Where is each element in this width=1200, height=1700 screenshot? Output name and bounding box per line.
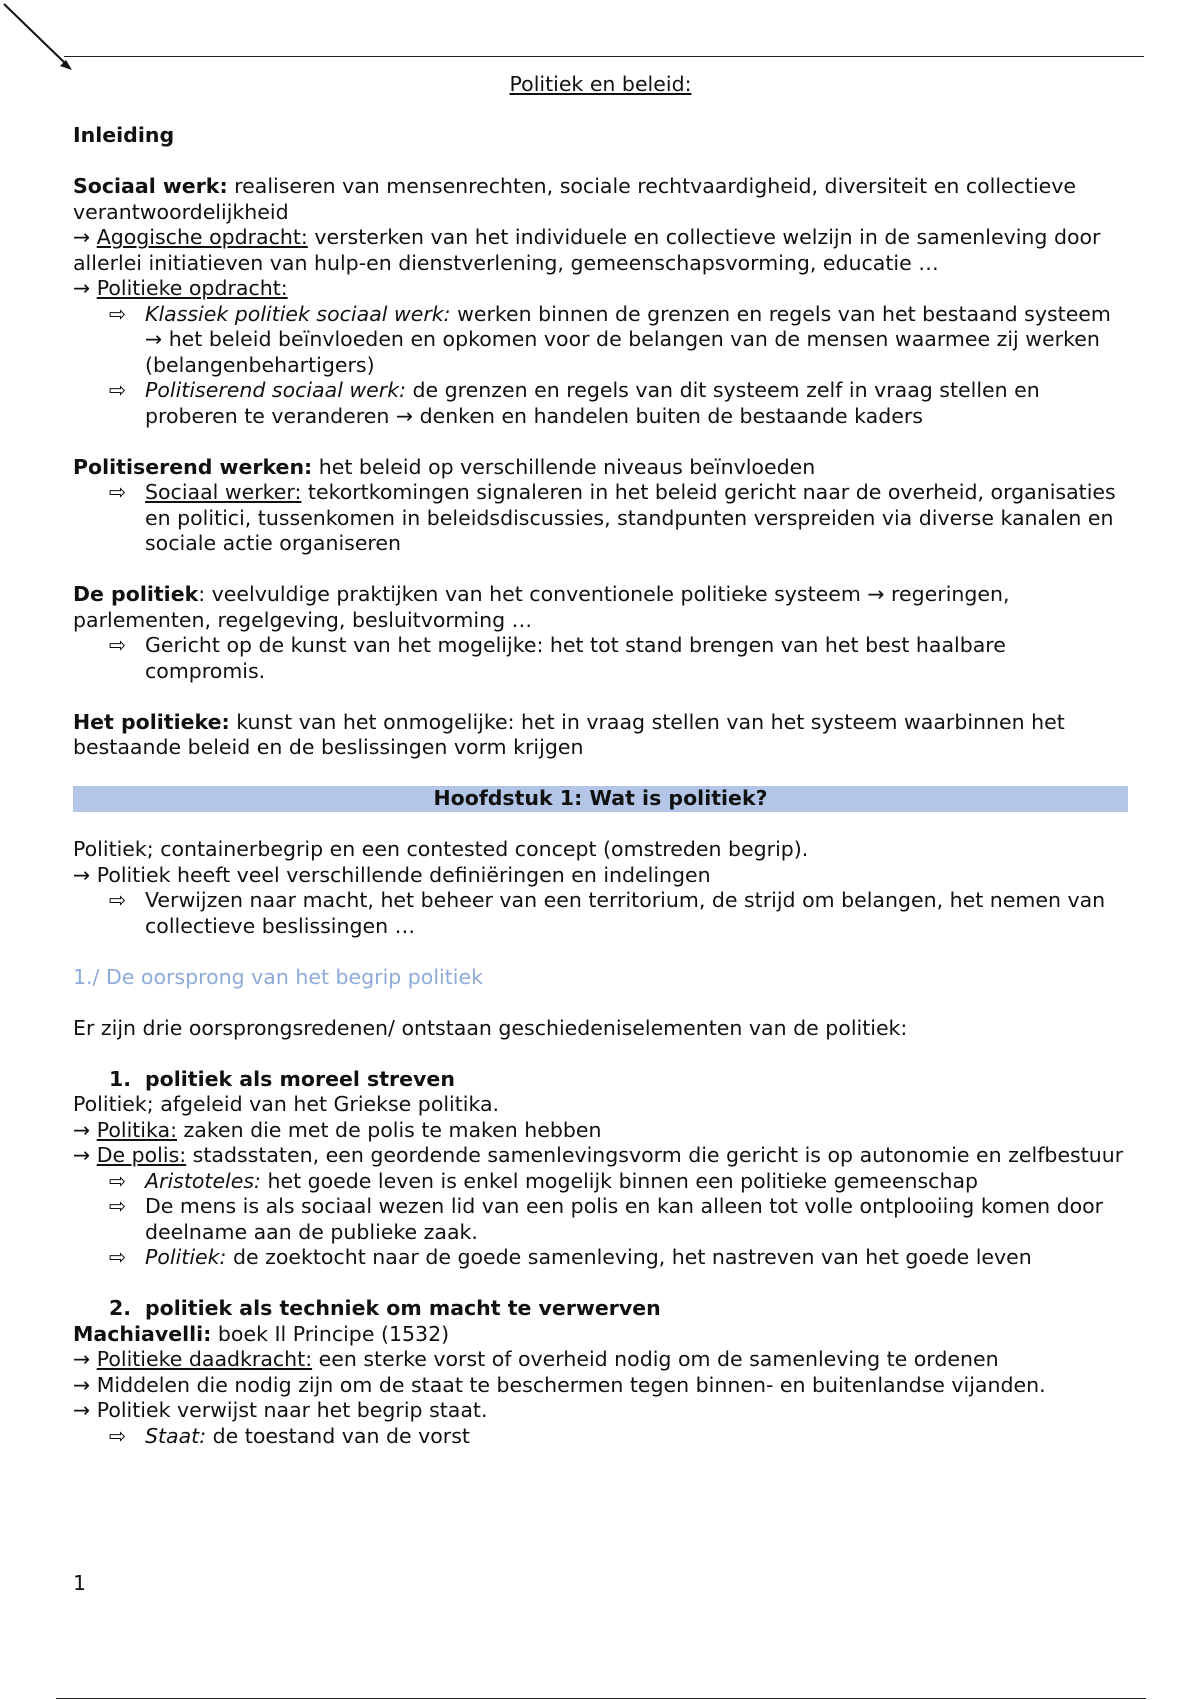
bullet-politiek-zoektocht: ⇨ Politiek: de zoektocht naar de goede samenleving, het nastreven van het goede leven bbox=[109, 1245, 1032, 1269]
line-politieke-opdracht: → Politieke opdracht: bbox=[73, 276, 288, 300]
arrow-bullet-icon: ⇨ bbox=[109, 301, 127, 326]
bullet-verwijzen: ⇨ Verwijzen naar macht, het beheer van een territorium, de strijd om belangen, het nemen van collectieve beslissingen … bbox=[109, 888, 1106, 938]
item2-middelen: → Middelen die nodig zijn om de staat te beschermen tegen binnen- en buitenlandse vijanden. bbox=[73, 1372, 1046, 1397]
chapter-intro-line2: → Politiek heeft veel verschillende definiëringen en indelingen bbox=[73, 862, 711, 887]
bullet-sociaal-werker: ⇨ Sociaal werker: tekortkomingen signaleren in het beleid gericht naar de overheid, organisaties en politici, tussenkomen in beleidsdiscussies, standpunten verspreiden via diverse kanalen en sociale actie organiseren bbox=[109, 480, 1116, 555]
bullet-staat: ⇨ Staat: de toestand van de vorst bbox=[109, 1423, 470, 1448]
bullet-klassiek: ⇨ Klassiek politiek sociaal werk: werken binnen de grenzen en regels van het bestaand systeem → het beleid beïnvloeden en opkomen voor de belangen van de mensen waarmee zij werken (belangenbehartigers) bbox=[109, 301, 1111, 377]
arrow-bullet-icon: ⇨ bbox=[109, 378, 127, 402]
arrow-bullet-icon: ⇨ bbox=[109, 480, 127, 504]
document-title: Politiek en beleid: bbox=[509, 72, 692, 96]
chapter-heading: Hoofdstuk 1: Wat is politiek? bbox=[73, 786, 1128, 812]
item2-machiavelli: Machiavelli: boek Il Principe (1532) bbox=[73, 1321, 450, 1346]
bullet-kunst-mogelijke: ⇨ Gericht op de kunst van het mogelijke: het tot stand brengen van het best haalbare compromis. bbox=[109, 633, 1006, 683]
page-number: 1 bbox=[73, 1571, 87, 1595]
chapter-intro-line1: Politiek; containerbegrip en een contested concept (omstreden begrip). bbox=[73, 837, 809, 861]
bullet-politiserend: ⇨ Politiserend sociaal werk: de grenzen en regels van dit systeem zelf in vraag stellen en proberen te veranderen → denken en handelen buiten de bestaande kaders bbox=[109, 378, 1040, 428]
item1-line1: Politiek; afgeleid van het Griekse politika. bbox=[73, 1092, 500, 1116]
heading-inleiding: Inleiding bbox=[73, 123, 175, 147]
text-sociaal-werk: realiseren van mensenrechten, sociale rechtvaardigheid, diversiteit en collectieve verantwoordelijkheid bbox=[73, 174, 1077, 224]
section-intro: Er zijn drie oorsprongsredenen/ ontstaan geschiedeniselementen van de politiek: bbox=[73, 1015, 908, 1040]
paragraph-de-politiek: De politiek: veelvuldige praktijken van het conventionele politieke systeem → regeringen, parlementen, regelgeving, besluitvorming … bbox=[73, 582, 1010, 632]
bullet-sociaal-wezen: ⇨ De mens is als sociaal wezen lid van een polis en kan alleen tot volle ontplooiing komen door deelname aan de publieke zaak. bbox=[109, 1194, 1104, 1244]
paragraph-het-politieke: Het politieke: kunst van het onmogelijke: het in vraag stellen van het systeem waarbinnen het bestaande beleid en de beslissingen vorm krijgen bbox=[73, 709, 1065, 759]
item1-polis: → De polis: stadsstaten, een geordende samenlevingsvorm die gericht is op autonomie en zelfbestuur bbox=[73, 1143, 1124, 1167]
item1-politika: → Politika: zaken die met de polis te maken hebben bbox=[73, 1117, 602, 1142]
term-sociaal-werk: Sociaal werk: bbox=[73, 174, 228, 198]
term-politieke-opdracht: Politieke opdracht: bbox=[96, 276, 288, 300]
numbered-heading-2: 2. politiek als techniek om macht te verwerven bbox=[109, 1296, 661, 1320]
arrow-bullet-icon: ⇨ bbox=[109, 633, 127, 657]
footer-rule bbox=[56, 1698, 1146, 1699]
section-heading: 1./ De oorsprong van het begrip politiek bbox=[73, 964, 483, 989]
numbered-heading-1: 1. politiek als moreel streven bbox=[109, 1066, 455, 1091]
item2-daadkracht: → Politieke daadkracht: een sterke vorst of overheid nodig om de samenleving te ordenen bbox=[73, 1347, 999, 1371]
term-agogische-opdracht: Agogische opdracht: bbox=[96, 225, 308, 249]
document-page bbox=[73, 72, 1128, 1449]
item2-staat-line: → Politiek verwijst naar het begrip staat. bbox=[73, 1398, 488, 1422]
arrow-bullet-icon: ⇨ bbox=[109, 1168, 127, 1193]
paragraph-sociaal-werk bbox=[73, 174, 1128, 225]
arrow-bullet-icon: ⇨ bbox=[109, 1423, 127, 1448]
paragraph-politiserend-werken: Politiserend werken: het beleid op verschillende niveaus beïnvloeden bbox=[73, 454, 816, 479]
arrow-bullet-icon: ⇨ bbox=[109, 888, 127, 912]
header-rule bbox=[64, 56, 1144, 57]
line-agogische-opdracht: → Agogische opdracht: versterken van het individuele en collectieve welzijn in de samenleving door allerlei initiatieven van hulp-en dienstverlening, gemeenschapsvorming, educatie … bbox=[73, 225, 1101, 275]
bullet-aristoteles: ⇨ Aristoteles: het goede leven is enkel mogelijk binnen een politieke gemeenschap bbox=[109, 1168, 979, 1193]
arrow-bullet-icon: ⇨ bbox=[109, 1194, 127, 1218]
arrow-bullet-icon: ⇨ bbox=[109, 1245, 127, 1269]
